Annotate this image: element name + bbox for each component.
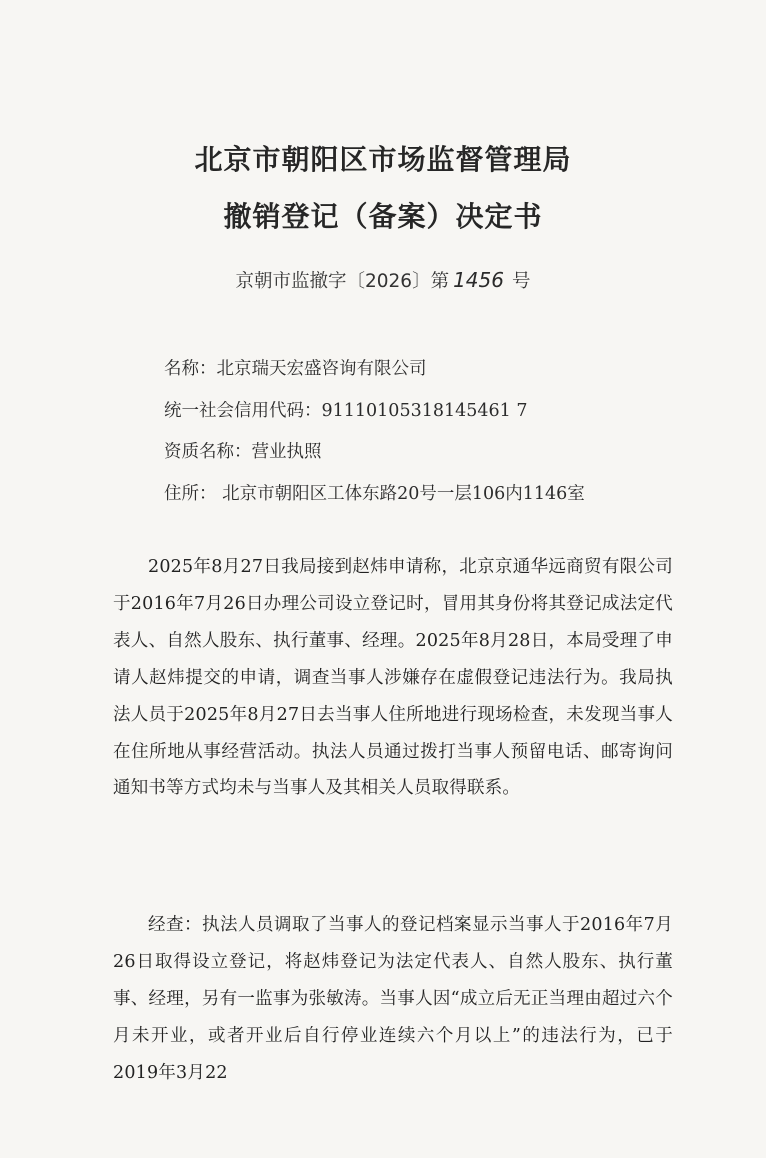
credit-code-value: 91110105318145461 7 xyxy=(321,401,528,421)
document-title-line2: 撤销登记（备案）决定书 xyxy=(223,200,543,233)
body-paragraph-1: 2025年8月27日我局接到赵炜申请称，北京京通华远商贸有限公司于2016年7月26日办理公司设立登记时，冒用其身份将其登记成法定代表人、自然人股东、执行董事、经理。2025年8月28日，本局受理了申请人赵炜提交的申请，调查当事人涉嫌存在虚假登记违法行为。我局执法人员于2025年8月27日去当事人住所地进行现场检查，未发现当事人在住所地从事经营活动。执法人员通过拨打当事人预留电话、邮寄询问通知书等方式均未与当事人及其相关人员取得联系。 xyxy=(113,557,673,799)
entity-name-value: 北京瑞天宏盛咨询有限公司 xyxy=(216,359,427,379)
qualification-row xyxy=(164,438,322,463)
doc-number-handwritten: 1456 xyxy=(453,268,504,292)
address-label: 住所： xyxy=(164,484,217,504)
qualification-label: 资质名称： xyxy=(164,442,252,462)
document-number xyxy=(0,267,766,293)
credit-code-row xyxy=(164,397,527,422)
qualification-value: 营业执照 xyxy=(251,442,322,462)
entity-name-label: 名称： xyxy=(164,359,217,379)
body-paragraph-2-block xyxy=(113,907,673,1092)
document-title-line1: 北京市朝阳区市场监督管理局 xyxy=(194,143,572,176)
credit-code-label: 统一社会信用代码： xyxy=(164,401,322,421)
doc-number-prefix: 京朝市监撤字〔2026〕第 xyxy=(235,271,450,292)
body-paragraph-1-block xyxy=(113,549,673,807)
address-row xyxy=(164,480,585,505)
entity-name-row xyxy=(164,355,427,380)
doc-number-suffix: 号 xyxy=(511,271,531,292)
address-value: 北京市朝阳区工体东路20号一层106内1146室 xyxy=(222,484,585,504)
body-paragraph-2: 经查：执法人员调取了当事人的登记档案显示当事人于2016年7月26日取得设立登记，将赵炜登记为法定代表人、自然人股东、执行董事、经理，另有一监事为张敏涛。当事人因“成立后无正当理由超过六个月未开业，或者开业后自行停业连续六个月以上”的违法行为，已于2019年3月22 xyxy=(113,915,673,1083)
